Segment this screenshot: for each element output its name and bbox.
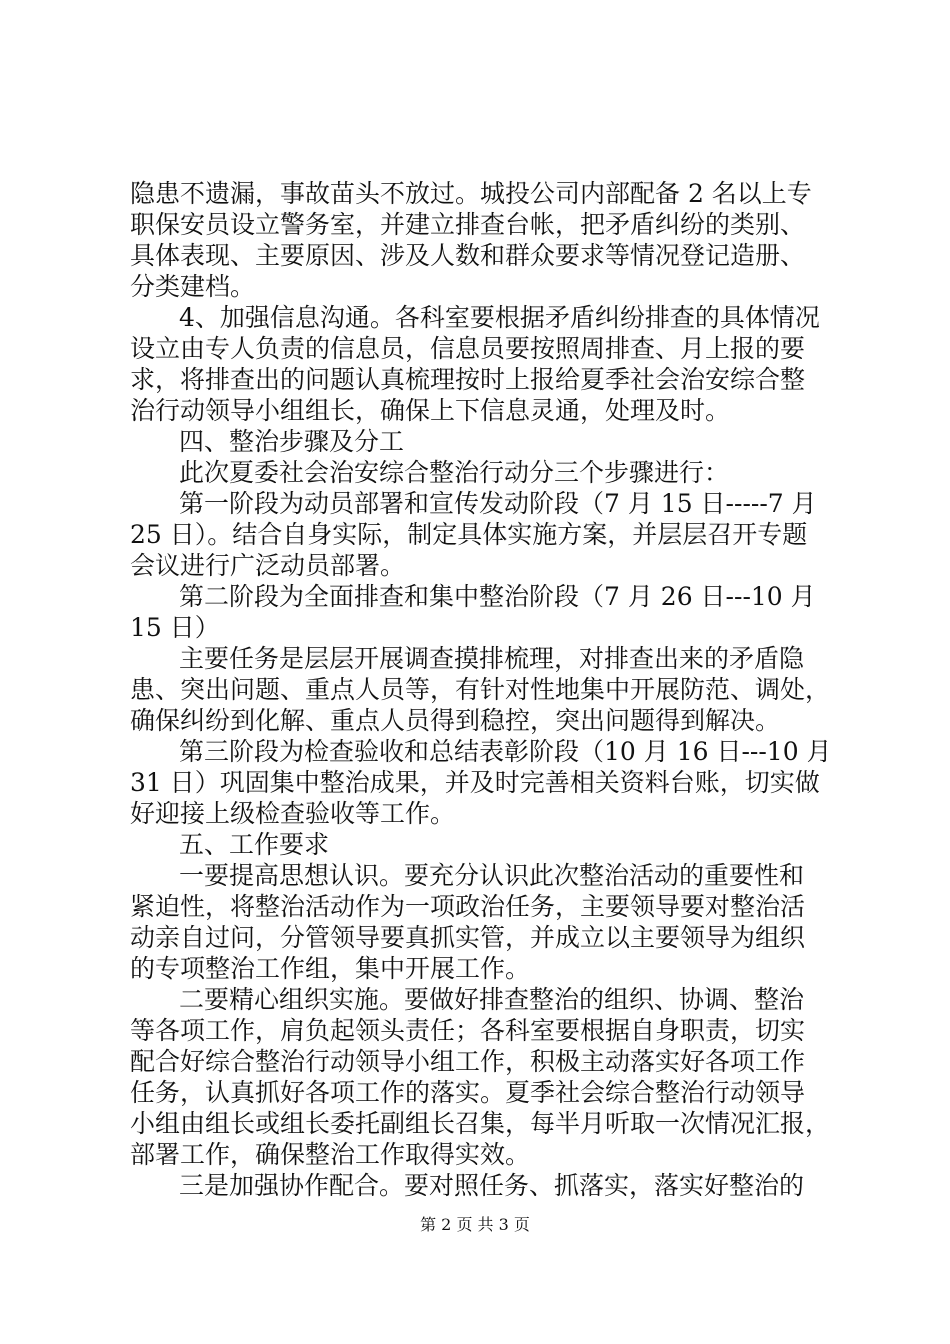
text-line: 4、加强信息沟通。各科室要根据矛盾纠纷排查的具体情况	[179, 303, 820, 332]
text-line: 第三阶段为检查验收和总结表彰阶段（10 月 16 日---10 月	[179, 737, 832, 766]
text-line: 小组由组长或组长委托副组长召集，每半月听取一次情况汇报，	[130, 1109, 831, 1138]
text-line: 紧迫性，将整治活动作为一项政治任务，主要领导要对整治活	[130, 892, 806, 921]
text-line: 具体表现、主要原因、涉及人数和群众要求等情况登记造册、	[130, 241, 806, 270]
text-line: 31 日）巩固集中整治成果，并及时完善相关资料台账，切实做	[130, 768, 820, 797]
text-line: 一要提高思想认识。要充分认识此次整治活动的重要性和	[179, 861, 805, 890]
text-line: 隐患不遗漏，事故苗头不放过。城投公司内部配备 2 名以上专	[130, 179, 812, 208]
text-line: 三是加强协作配合。要对照任务、抓落实，落实好整治的	[179, 1171, 805, 1200]
text-line: 设立由专人负责的信息员，信息员要按照周排查、月上报的要	[130, 334, 806, 363]
text-line: 等各项工作，肩负起领头责任；各科室要根据自身职责，切实	[130, 1016, 806, 1045]
text-line: 部署工作，确保整治工作取得实效。	[130, 1140, 531, 1169]
text-line: 求，将排查出的问题认真梳理按时上报给夏季社会治安综合整	[130, 365, 806, 394]
text-line: 职保安员设立警务室，并建立排查台帐，把矛盾纠纷的类别、	[130, 210, 806, 239]
text-line: 任务，认真抓好各项工作的落实。夏季社会综合整治行动领导	[130, 1078, 806, 1107]
text-line: 的专项整治工作组，集中开展工作。	[130, 954, 531, 983]
text-line: 分类建档。	[130, 272, 256, 301]
text-line: 动亲自过问，分管领导要真抓实管，并成立以主要领导为组织	[130, 923, 806, 952]
text-line: 25 日）。结合自身实际，制定具体实施方案，并层层召开专题	[130, 520, 808, 549]
page-number-footer: 第 2 页 共 3 页	[420, 1215, 530, 1234]
text-line: 治行动领导小组组长，确保上下信息灵通，处理及时。	[130, 396, 731, 425]
text-line: 第一阶段为动员部署和宣传发动阶段（7 月 15 日-----7 月	[179, 489, 817, 518]
text-line: 第二阶段为全面排查和集中整治阶段（7 月 26 日---10 月	[179, 582, 816, 611]
text-line: 确保纠纷到化解、重点人员得到稳控，突出问题得到解决。	[130, 706, 781, 735]
text-line: 会议进行广泛动员部署。	[130, 551, 406, 580]
text-line: 主要任务是层层开展调查摸排梳理，对排查出来的矛盾隐	[179, 644, 805, 673]
text-line: 患、突出问题、重点人员等，有针对性地集中开展防范、调处，	[130, 675, 831, 704]
section-heading: 四、整治步骤及分工	[179, 427, 405, 456]
section-heading: 五、工作要求	[179, 830, 330, 859]
text-line: 此次夏委社会治安综合整治行动分三个步骤进行：	[179, 458, 730, 487]
text-line: 二要精心组织实施。要做好排查整治的组织、协调、整治	[179, 985, 805, 1014]
text-line: 好迎接上级检查验收等工作。	[130, 799, 456, 828]
text-line: 15 日）	[130, 613, 220, 642]
text-line: 配合好综合整治行动领导小组工作，积极主动落实好各项工作	[130, 1047, 806, 1076]
